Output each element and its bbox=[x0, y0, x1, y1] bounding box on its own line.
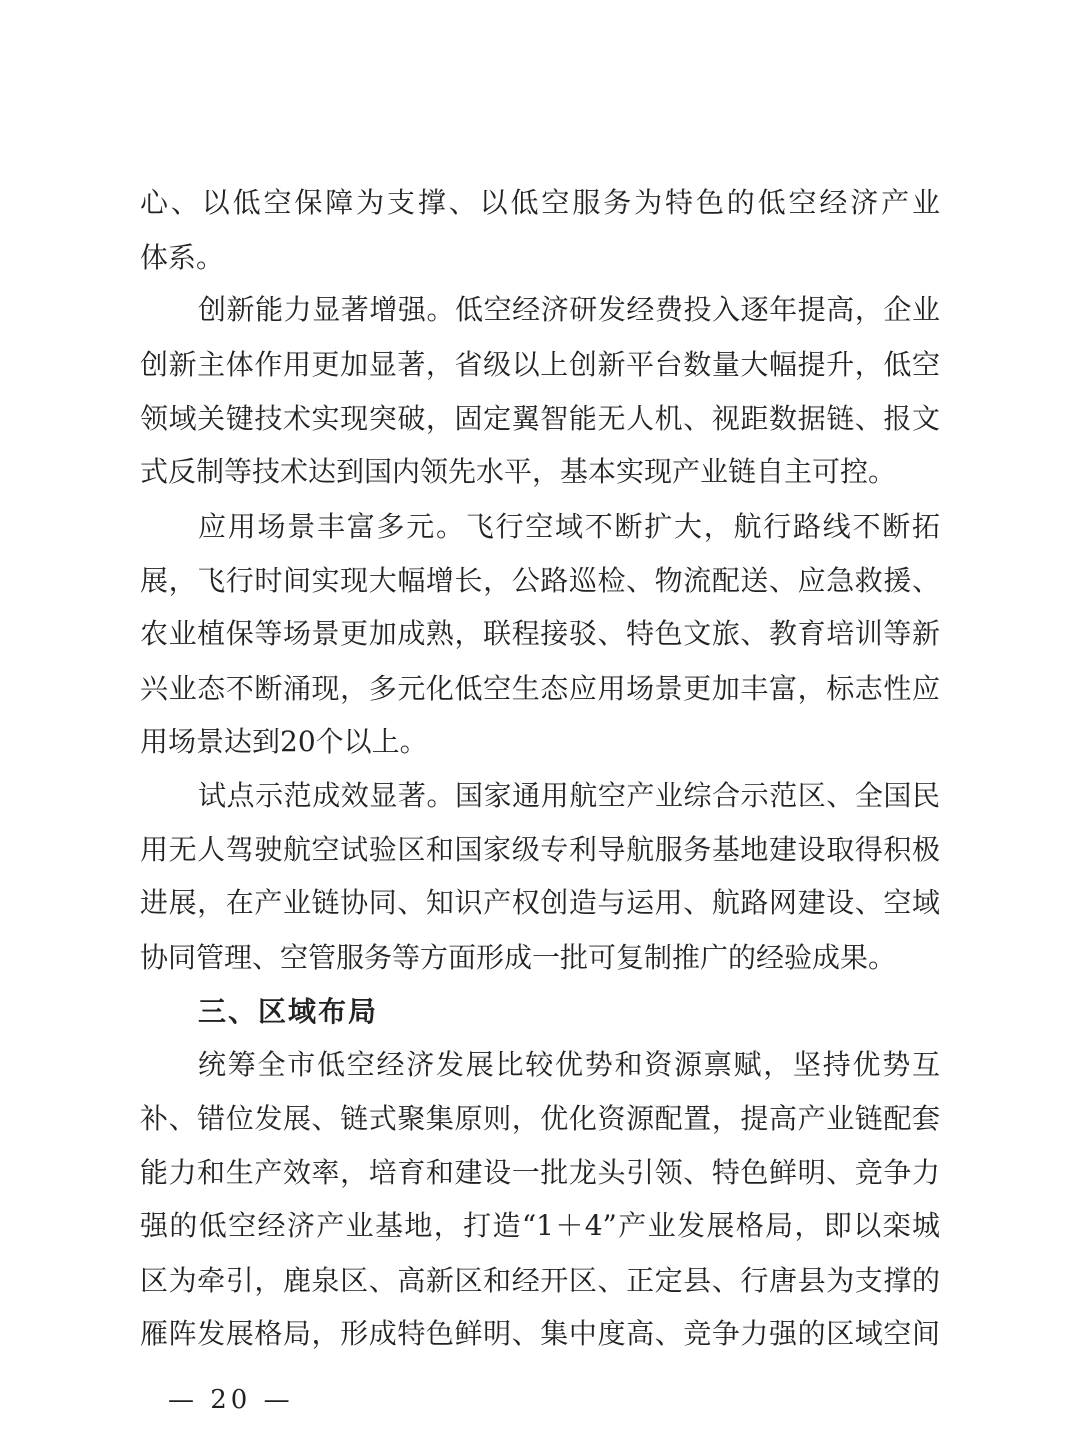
paragraph-line: 创新能力显著增强。低空经济研发经费投入逐年提高，企业 bbox=[198, 293, 940, 326]
paragraph-line: 式反制等技术达到国内领先水平，基本实现产业链自主可控。 bbox=[140, 455, 897, 488]
paragraph-line: 区为牵引，鹿泉区、高新区和经开区、正定县、行唐县为支撑的 bbox=[140, 1264, 940, 1297]
paragraph-line: 试点示范成效显著。国家通用航空产业综合示范区、全国民 bbox=[198, 779, 940, 812]
paragraph-line: 体系。 bbox=[140, 241, 225, 274]
paragraph-line: 补、错位发展、链式聚集原则，优化资源配置，提高产业链配套 bbox=[140, 1102, 940, 1135]
paragraph-line: 协同管理、空管服务等方面形成一批可复制推广的经验成果。 bbox=[140, 941, 897, 974]
paragraph-line: 农业植保等场景更加成熟，联程接驳、特色文旅、教育培训等新 bbox=[140, 617, 940, 650]
paragraph-line: 雁阵发展格局，形成特色鲜明、集中度高、竞争力强的区域空间 bbox=[140, 1317, 940, 1350]
paragraph-line: 进展，在产业链协同、知识产权创造与运用、航路网建设、空域 bbox=[140, 886, 940, 919]
paragraph-line: 强的低空经济产业基地，打造“1＋4”产业发展格局，即以栾城 bbox=[140, 1209, 940, 1242]
paragraph-line: 创新主体作用更加显著，省级以上创新平台数量大幅提升，低空 bbox=[140, 348, 940, 381]
paragraph-line: 领域关键技术实现突破，固定翼智能无人机、视距数据链、报文 bbox=[140, 402, 940, 435]
paragraph-line: 心、以低空保障为支撑、以低空服务为特色的低空经济产业 bbox=[140, 186, 940, 219]
section-heading: 三、区域布局 bbox=[198, 995, 379, 1028]
paragraph-line: 兴业态不断涌现，多元化低空生态应用场景更加丰富，标志性应 bbox=[140, 672, 940, 705]
paragraph-line: 用场景达到20个以上。 bbox=[140, 725, 428, 758]
paragraph-line: 展，飞行时间实现大幅增长，公路巡检、物流配送、应急救援、 bbox=[140, 564, 940, 597]
paragraph-line: 用无人驾驶航空试验区和国家级专利导航服务基地建设取得积极 bbox=[140, 833, 940, 866]
paragraph-line: 应用场景丰富多元。飞行空域不断扩大，航行路线不断拓 bbox=[198, 510, 940, 543]
page-number: — 20 — bbox=[168, 1385, 294, 1415]
paragraph-line: 统筹全市低空经济发展比较优势和资源禀赋，坚持优势互 bbox=[198, 1048, 940, 1081]
paragraph-line: 能力和生产效率，培育和建设一批龙头引领、特色鲜明、竞争力 bbox=[140, 1156, 940, 1189]
